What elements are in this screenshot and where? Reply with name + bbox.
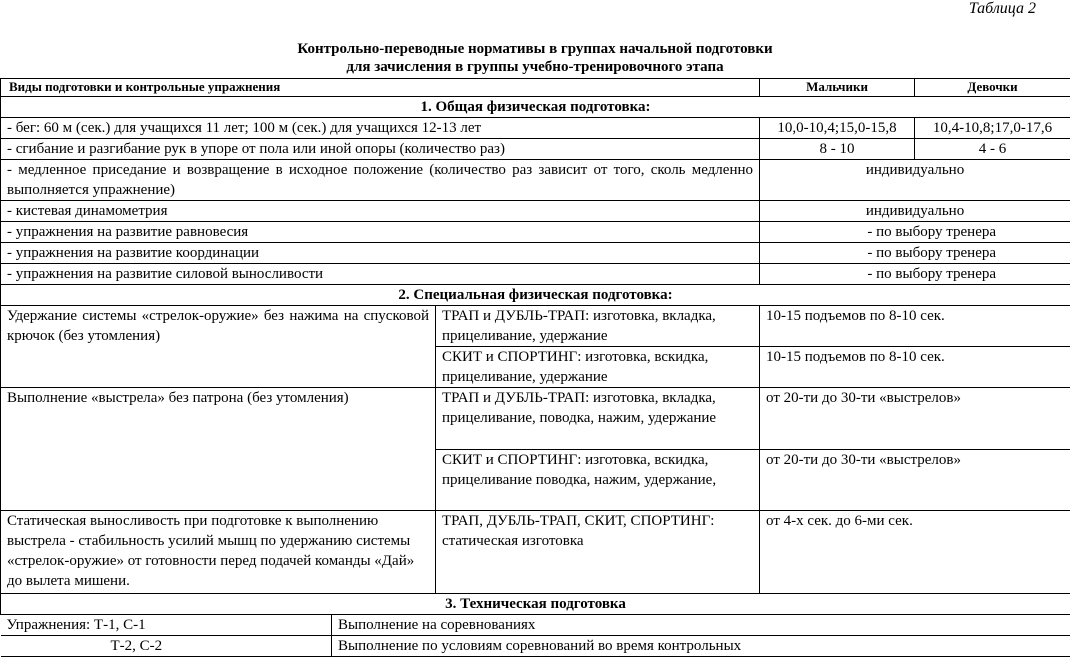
- discipline-cell: СКИТ и СПОРТИНГ: изготовка, вскидка, прицеливание, удержание: [436, 347, 760, 388]
- norm-value: индивидуально: [760, 160, 1070, 201]
- table-row: [1, 160, 1070, 201]
- exercise-name: Статическая выносливость при подготовке к выполнению выстрела - стабильность усилий мышц по удержанию системы «стрелок-оружие» от готовности перед подачей команды «Дай» до вылета мишени.: [1, 511, 436, 594]
- table-row: [1, 243, 1070, 264]
- section-1-title-row: [1, 97, 1070, 118]
- discipline-cell: ТРАП и ДУБЛЬ-ТРАП: изготовка, вкладка, прицеливание, поводка, нажим, удержание: [436, 388, 760, 450]
- table-row: [1, 511, 1070, 594]
- section-2-title: 2. Специальная физическая подготовка:: [1, 285, 1070, 306]
- table-row: [1, 306, 1070, 347]
- norm-value: - по выбору тренера: [760, 264, 1070, 285]
- norm-value: от 20-ти до 30-ти «выстрелов»: [760, 450, 1070, 511]
- discipline-cell: ТРАП и ДУБЛЬ-ТРАП: изготовка, вкладка, прицеливание, удержание: [436, 306, 760, 347]
- norm-value: от 20-ти до 30-ти «выстрелов»: [760, 388, 1070, 450]
- section-2-title-row: [1, 285, 1070, 306]
- title-line-2: для зачисления в группы учебно-тренировочного этапа: [0, 58, 1070, 76]
- exercise-name: - упражнения на развитие силовой выносливости: [1, 264, 760, 285]
- boys-value: 8 - 10: [760, 139, 915, 160]
- header-girls: Девочки: [915, 79, 1070, 97]
- table-row: [1, 222, 1070, 243]
- discipline-cell: ТРАП, ДУБЛЬ-ТРАП, СКИТ, СПОРТИНГ: статическая изготовка: [436, 511, 760, 594]
- norm-value: - по выбору тренера: [760, 243, 1070, 264]
- section-1-title: 1. Общая физическая подготовка:: [1, 97, 1070, 118]
- table-row: [1, 636, 1070, 657]
- norm-value: от 4-х сек. до 6-ми сек.: [760, 511, 1070, 594]
- exercise-description: Выполнение по условиям соревнований во время контрольных: [332, 636, 1070, 657]
- exercise-description: Выполнение на соревнованиях: [332, 615, 1070, 636]
- section-3-title: 3. Техническая подготовка: [1, 594, 1070, 615]
- norm-value: 10-15 подъемов по 8-10 сек.: [760, 306, 1070, 347]
- table-row: [1, 201, 1070, 222]
- header-row: [1, 79, 1070, 97]
- table-row: [1, 264, 1070, 285]
- table-row: [1, 118, 1070, 139]
- table-title: [0, 40, 1070, 76]
- discipline-cell: СКИТ и СПОРТИНГ: изготовка, вскидка, прицеливание поводка, нажим, удержание,: [436, 450, 760, 511]
- norm-value: - по выбору тренера: [760, 222, 1070, 243]
- table-caption: Таблица 2: [969, 0, 1036, 18]
- section-3-title-row: [1, 594, 1070, 615]
- header-exercises: Виды подготовки и контрольные упражнения: [1, 79, 760, 97]
- norm-value: 10-15 подъемов по 8-10 сек.: [760, 347, 1070, 388]
- table-row: [1, 139, 1070, 160]
- exercise-code: Т-2, С-2: [1, 636, 332, 657]
- exercise-name: - сгибание и разгибание рук в упоре от пола или иной опоры (количество раз): [1, 139, 760, 160]
- title-line-1: Контрольно-переводные нормативы в группах начальной подготовки: [0, 40, 1070, 58]
- exercise-name: - упражнения на развитие координации: [1, 243, 760, 264]
- exercise-name: - бег: 60 м (сек.) для учащихся 11 лет; 100 м (сек.) для учащихся 12-13 лет: [1, 118, 760, 139]
- exercise-name: - упражнения на развитие равновесия: [1, 222, 760, 243]
- table-row: [1, 615, 1070, 636]
- exercise-name: Выполнение «выстрела» без патрона (без утомления): [1, 388, 436, 511]
- header-boys: Мальчики: [760, 79, 915, 97]
- girls-value: 4 - 6: [915, 139, 1070, 160]
- girls-value: 10,4-10,8;17,0-17,6: [915, 118, 1070, 139]
- exercise-code: Упражнения: Т-1, С-1: [1, 615, 332, 636]
- norm-value: индивидуально: [760, 201, 1070, 222]
- exercise-name: Удержание системы «стрелок-оружие» без нажима на спусковой крючок (без утомления): [1, 306, 436, 388]
- table-row: [1, 388, 1070, 450]
- standards-table: [0, 78, 1070, 657]
- exercise-name: - кистевая динамометрия: [1, 201, 760, 222]
- exercise-name: - медленное приседание и возвращение в исходное положение (количество раз зависит от того, сколь медленно выполняется упражнение): [1, 160, 760, 201]
- boys-value: 10,0-10,4;15,0-15,8: [760, 118, 915, 139]
